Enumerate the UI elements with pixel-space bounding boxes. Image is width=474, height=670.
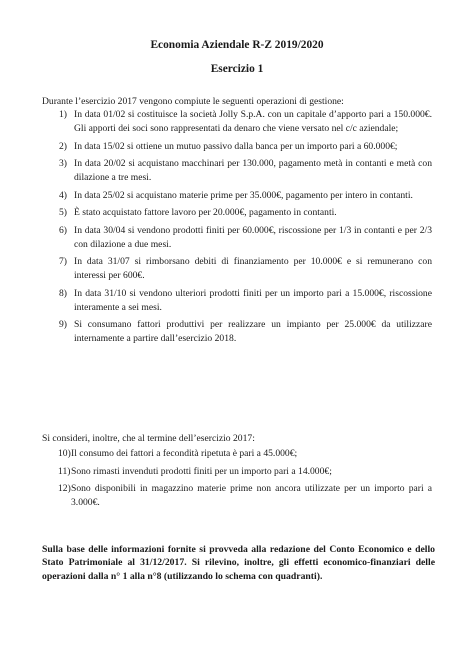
item-text: È stato acquistato fattore lavoro per 20.000€, pagamento in contanti. — [74, 207, 337, 218]
list-item-4 — [42, 189, 432, 203]
list-item-12 — [42, 482, 432, 510]
item-text: In data 01/02 si costituisce la società Jolly S.p.A. con un capitale d’apporto pari a 150.000€. Gli apporti dei soci sono rappresentati da denaro che viene versato nel c/c aziendale; — [74, 109, 432, 134]
item-number: 8) — [59, 287, 67, 299]
exercise-title: Esercizio 1 — [210, 63, 264, 75]
item-text: In data 15/02 si ottiene un mutuo passivo dalla banca per un importo pari a 60.000€; — [74, 140, 398, 152]
item-text: Sono disponibili in magazzino materie prime non ancora utilizzate per un importo pari a 3.000€. — [71, 483, 432, 508]
item-number: 6) — [59, 224, 67, 236]
list-item-6 — [42, 224, 432, 252]
list-item-9 — [42, 318, 432, 346]
item-number: 10) — [58, 448, 71, 459]
item-text: In data 20/02 si acquistano macchinari per 130.000, pagamento metà in contanti e metà con dilazione a tre mesi. — [74, 158, 432, 183]
list-item-5 — [42, 206, 432, 220]
item-text: Il consumo dei fattori a fecondità ripetuta è pari a 45.000€; — [71, 448, 298, 459]
conditions-list — [42, 447, 432, 514]
intro-paragraph: Durante l’esercizio 2017 vengono compiute le seguenti operazioni di gestione: — [42, 96, 344, 107]
list-item-3 — [42, 157, 432, 185]
item-text: Sono rimasti invenduti prodotti finiti per un importo pari a 14.000€; — [71, 465, 332, 477]
list-item-11 — [42, 465, 432, 479]
item-number: 12) — [58, 483, 71, 494]
item-text: In data 30/04 si vendono prodotti finiti per 60.000€, riscossione per 1/3 in contanti e per 2/3 con dilazione a due mesi. — [74, 224, 432, 250]
item-number: 1) — [59, 109, 67, 120]
list-item-1 — [42, 108, 432, 136]
item-number: 5) — [59, 207, 67, 218]
operations-list — [42, 108, 432, 350]
conclusion-paragraph: Sulla base delle informazioni fornite si provveda alla redazione del Conto Economico e dello Stato Patrimoniale al 31/12/2017. Si rilevino, inoltre, gli effetti economico-finanziari delle operazioni dalla n° 1 alla n°8 (utilizzando lo schema con quadranti). — [42, 544, 435, 582]
item-number: 11) — [58, 465, 71, 477]
item-number: 4) — [59, 189, 67, 201]
item-number: 7) — [59, 256, 67, 267]
document-title: Economia Aziendale R-Z 2019/2020 — [150, 39, 324, 51]
item-number: 9) — [59, 319, 67, 330]
consider-paragraph: Si consideri, inoltre, che al termine dell’esercizio 2017: — [42, 433, 255, 444]
item-text: In data 25/02 si acquistano materie prime per 35.000€, pagamento per intero in contanti. — [74, 189, 413, 201]
item-text: In data 31/10 si vendono ulteriori prodotti finiti per un importo pari a 15.000€, riscossione interamente a sei mesi. — [74, 287, 432, 313]
list-item-10 — [42, 447, 432, 461]
item-number: 3) — [59, 158, 67, 169]
list-item-7 — [42, 255, 432, 283]
list-item-8 — [42, 287, 432, 315]
item-text: Si consumano fattori produttivi per realizzare un impianto per 25.000€ da utilizzare internamente a partire dall’esercizio 2018. — [74, 319, 432, 344]
list-item-2 — [42, 140, 432, 154]
item-text: In data 31/07 si rimborsano debiti di finanziamento per 10.000€ e si remunerano con interessi per 600€. — [74, 256, 432, 281]
item-number: 2) — [59, 140, 67, 152]
